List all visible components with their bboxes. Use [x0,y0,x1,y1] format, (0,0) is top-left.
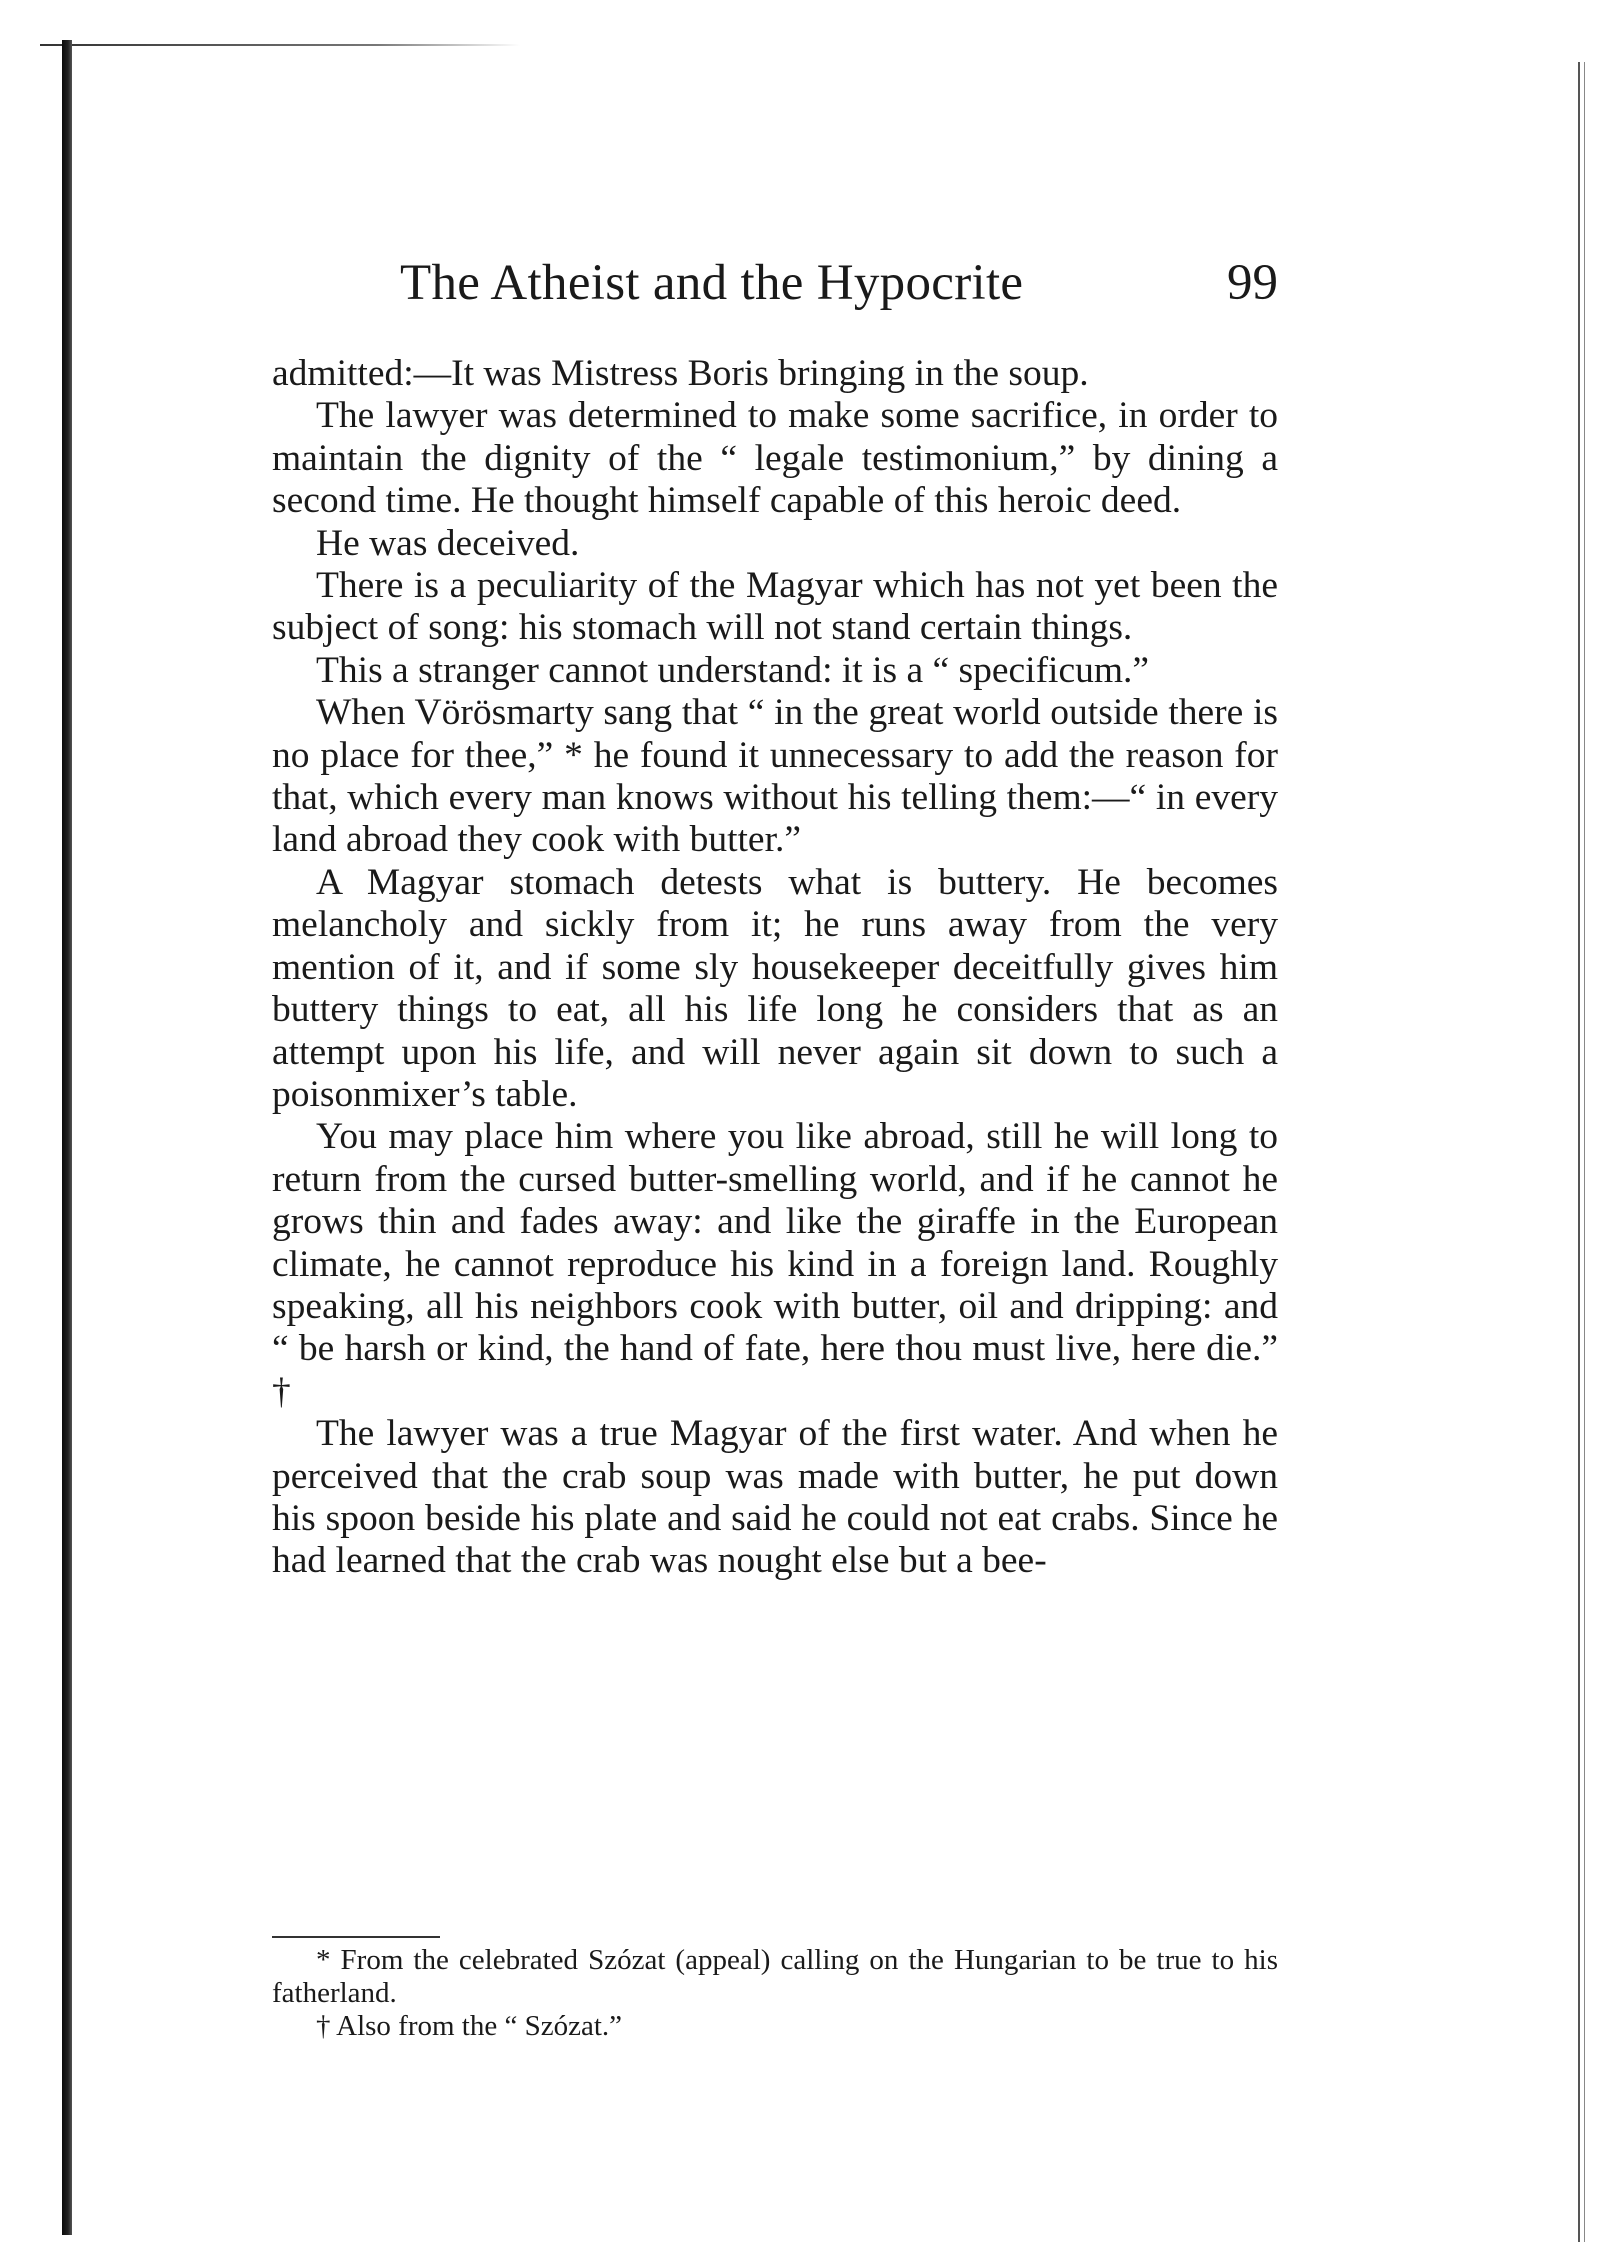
footnote-rule [272,1936,440,1938]
paragraph: There is a peculiarity of the Magyar which has not yet been the subject of song: his stomach will not stand certain things. [272,565,1278,649]
running-head [400,251,1278,315]
scan-top-rule [40,44,520,46]
paragraph: This a stranger cannot understand: it is a “ specificum.” [316,649,1150,691]
paragraph: You may place him where you like abroad, still he will long to return from the cursed butter-smelling world, and if he cannot he grows thin and fades away: and like the giraffe in the European climate, he cannot reproduce his kind in a foreign land. Roughly speaking, all his neighbors cook with butter, oil and dripping: and “ be harsh or kind, the hand of fate, here thou must live, here die.” † [272,1116,1278,1412]
paragraph: The lawyer was a true Magyar of the first water. And when he perceived that the crab soup was made with butter, he put down his spoon beside his plate and said he could not eat crabs. Since he had learned that the crab was nought else but a bee- [272,1413,1278,1582]
page-number: 99 [1227,255,1278,311]
scan-right-page-edge [1578,62,1585,2242]
paragraph: He was deceived. [316,522,580,564]
running-head-title: The Atheist and the Hypocrite [400,255,1024,311]
footnote: † Also from the “ Szózat.” [316,2010,623,2042]
paragraph: When Vörösmarty sang that “ in the great world outside there is no place for thee,” * he found it unnecessary to add the reason for that, which every man knows without his telling them:—“ in every land abroad they cook with butter.” [272,692,1278,861]
paragraph: A Magyar stomach detests what is buttery. He becomes melancholy and sickly from it; he runs away from the very mention of it, and if some sly housekeeper deceitfully gives him buttery things to eat, all his life long he considers that as an attempt upon his life, and will never again sit down to such a poisonmixer’s table. [272,861,1278,1115]
body-text [272,353,1278,1583]
footnotes [272,1944,1278,2043]
scan-binding-edge [62,40,72,2235]
paragraph: admitted:—It was Mistress Boris bringing in the soup. [272,353,1089,394]
footnote: * From the celebrated Szózat (appeal) calling on the Hungarian to be true to his fatherland. [272,1944,1278,2009]
paragraph: The lawyer was determined to make some sacrifice, in order to maintain the dignity of the “ legale testimonium,” by dining a second time. He thought himself capable of this heroic deed. [272,395,1278,522]
